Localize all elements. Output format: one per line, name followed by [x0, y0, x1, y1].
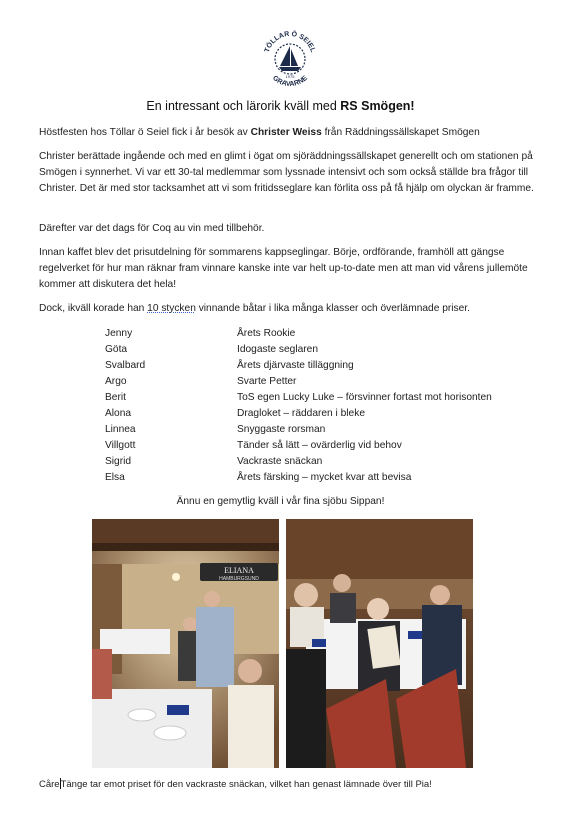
page-title — [0, 99, 561, 113]
dinner-paragraph: Därefter var det dags för Coq au vin med tillbehör. — [39, 223, 265, 234]
caption-text: Tänge tar emot priset för den vackraste snäckan, vilket han genast lämnade över till Pia! — [60, 779, 432, 790]
sailboat-icon — [279, 46, 301, 71]
prize-name: Snyggaste rorsman — [237, 424, 326, 435]
award-row — [105, 454, 545, 470]
award-row — [105, 438, 545, 454]
title-highlight: RS Smögen! — [340, 99, 415, 113]
event-photo-left — [92, 519, 279, 768]
photo-caption — [39, 778, 544, 792]
prize-name: Svarte Petter — [237, 376, 297, 387]
award-row — [105, 422, 545, 438]
boat-name: Svalbard — [105, 360, 146, 371]
awards-intro-paragraph: Innan kaffet blev det prisutdelning för sommarens kappseglingar. Börje, ordförande, framhöll att gängse regelverket för hur man räknar fram vinnare kanske inte var helt up-to-date men att man vid vårens jullemöte kommer att diskutera det hela! — [39, 247, 528, 290]
closing-line: Ännu en gemytlig kväll i vår fina sjöbu Sippan! — [176, 496, 385, 507]
intro-text-end: från Räddningssällskapet Smögen — [321, 127, 480, 138]
winners-text-end: vinnande båtar i lika många klasser och överlämnade priser. — [195, 303, 470, 314]
prize-name: Tänder så lätt – ovärderlig vid behov — [237, 440, 402, 451]
boat-name: Berit — [105, 392, 126, 403]
title-prefix: En intressant och lärorik kväll med — [146, 99, 341, 113]
intro-text: Höstfesten hos Töllar ö Seiel fick i år besök av — [39, 127, 251, 138]
award-row — [105, 374, 545, 390]
prize-name: Årets färsking – mycket kvar att bevisa — [237, 472, 412, 483]
boat-sign-top: ELIANA — [224, 566, 254, 575]
prize-name: Idogaste seglaren — [237, 344, 318, 355]
logo-year: 1975 — [285, 74, 295, 79]
award-row — [105, 470, 545, 486]
award-row — [105, 326, 545, 342]
winners-paragraph — [39, 301, 544, 317]
boat-name: Villgott — [105, 440, 136, 451]
award-row — [105, 342, 545, 358]
award-row — [105, 358, 545, 374]
winners-text: Dock, ikväll korade han — [39, 303, 148, 314]
boat-name: Argo — [105, 376, 127, 387]
boat-name: Elsa — [105, 472, 125, 483]
intro-paragraph — [39, 125, 544, 141]
event-photo-right — [286, 519, 473, 768]
club-logo — [258, 28, 322, 88]
awards-list — [105, 326, 545, 486]
award-row — [105, 406, 545, 422]
prize-name: Årets djärvaste tilläggning — [237, 360, 354, 371]
boat-sign-bottom: HAMBURGSUND — [219, 576, 259, 582]
boat-name: Alona — [105, 408, 132, 419]
boat-name: Göta — [105, 344, 128, 355]
boat-name: Sigrid — [105, 456, 132, 467]
speaker-name: Christer Weiss — [250, 127, 322, 138]
caption-name: Cåre — [39, 779, 60, 790]
boat-name: Jenny — [105, 328, 133, 339]
award-row — [105, 390, 545, 406]
logo-text-top: TÖLLAR Ö SEIEL — [263, 30, 317, 54]
boat-name: Linnea — [105, 424, 136, 435]
prize-name: Dragloket – räddaren i bleke — [237, 408, 365, 419]
winners-count: 10 stycken — [147, 303, 196, 314]
speaker-paragraph: Christer berättade ingående och med en glimt i ögat om sjöräddningssällskapet generellt och om stationen på Smögen i synnerhet. Vi var ett 30-tal medlemmar som lyssnade intensivt och som också ställde bra frågor till Christer. Det är med stor tacksamhet att vi som fritidsseglare kan förlita oss på få hjälp om olyckan är framme. — [39, 151, 534, 194]
prize-name: ToS egen Lucky Luke – försvinner fortast mot horisonten — [237, 392, 492, 403]
prize-name: Årets Rookie — [237, 328, 296, 339]
logo-text-bottom: GRAVARNE — [271, 74, 309, 88]
prize-name: Vackraste snäckan — [237, 456, 323, 467]
